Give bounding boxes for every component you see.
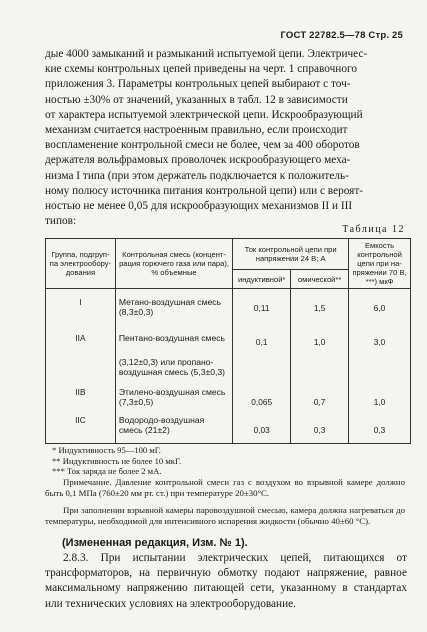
- text-line: кие схемы контрольных цепей приведены на черт. 1 справочного: [45, 63, 357, 76]
- table-row: [46, 409, 411, 444]
- cell-ohm: 0,7: [291, 379, 349, 409]
- paragraph-2-8-3: 2.8.3. При испытании электрических цепей, питающихся от трансформаторов, на первичную обмотку подают напряжение, равное максимальному напряжению питающей сети, указанному в стандартах или технических условиях на электрооборудование.: [45, 552, 407, 610]
- text-line: держателя вольфрамовых проволочек искрообразующего меха-: [45, 154, 351, 167]
- text-line: воспламенение контрольной смеси не более, чем за 400 оборотов: [45, 139, 360, 152]
- header-capacitance: Емкость контрольной цепи при на-пряжении 70 В, ***) мкФ: [349, 239, 411, 289]
- text-line: механизм считается настроенным правильно, если происходит: [45, 124, 348, 137]
- text-line: ностью не менее 0,05 для искрообразующих механизмов II и III: [45, 200, 353, 213]
- cell-ind: 0,11: [233, 289, 291, 331]
- page-header: ГОСТ 22782.5—78 Стр. 25: [280, 30, 403, 41]
- text-line: приложения 3. Параметры контрольных цепей выбирают с точ-: [45, 78, 351, 91]
- table-caption: Таблица 12: [342, 224, 405, 235]
- text-line: низма I типа (при этом держатель подключается к положитель-: [45, 169, 349, 182]
- text-line: от характера испытуемой электрической цепи. Искрообразующий: [45, 108, 363, 121]
- cell-ohm: 1,5: [291, 289, 349, 331]
- cell-cap: 0,3: [349, 409, 411, 444]
- table-note: Примечание. Давление контрольной смеси газ с воздухом во взрывной камере должно быть 0,1 МПа (760±20 мм рт. ст.) при температуре 20±30°С.: [45, 477, 405, 498]
- cell-mix: Этилено-воздушная смесь (7,3±0,5): [115, 379, 232, 409]
- cell-ohm: [291, 349, 349, 379]
- text-line: типов:: [45, 215, 77, 228]
- text-line: ностью ±30% от значений, указанных в табл. 12 в зависимости: [45, 93, 348, 106]
- footnote: *** Ток заряда не более 2 мА.: [52, 466, 162, 476]
- cell-ind: 0,1: [233, 331, 291, 349]
- cell-ind: [233, 349, 291, 379]
- amendment-note: (Измененная редакция, Изм. № 1).: [62, 537, 248, 549]
- header-group: Группа, подгруп-па электрообору-дования: [46, 239, 116, 289]
- cell-cap: 3,0: [349, 331, 411, 349]
- cell-group: IIC: [46, 409, 116, 444]
- footnote: * Индуктивность 95—100 мГ.: [52, 445, 161, 455]
- text-line: ному полюсу источника питания контрольной цепи) или с вероят-: [45, 184, 364, 197]
- cell-group: I: [46, 289, 116, 331]
- cell-group: IIA: [46, 331, 116, 349]
- table-row: [46, 349, 411, 379]
- table-row: [46, 379, 411, 409]
- table-12: [45, 238, 411, 444]
- cell-ind: 0,065: [233, 379, 291, 409]
- cell-mix: Метано-воздушная смесь (8,3±0,3): [115, 289, 232, 331]
- paragraph-2-8-2: [45, 47, 400, 229]
- header-current: Ток контрольной цепи при напряжении 24 В; А: [233, 239, 349, 270]
- text-line: дые 4000 замыканий и размыканий испытуемой цепи. Электричес-: [45, 48, 368, 60]
- table-row: [46, 289, 411, 331]
- cell-mix: Пентано-воздушная смесь: [115, 331, 232, 349]
- header-ohmic: омической**: [291, 270, 349, 289]
- cell-cap: 6,0: [349, 289, 411, 331]
- cell-ind: 0,03: [233, 409, 291, 444]
- table-row: [46, 331, 411, 349]
- cell-mix: (3,12±0,3) или пропано-воздушная смесь (5,3±0,3): [115, 349, 232, 379]
- cell-ohm: 0,3: [291, 409, 349, 444]
- cell-cap: [349, 349, 411, 379]
- cell-group: IIB: [46, 379, 116, 409]
- table-footnotes: [52, 445, 352, 477]
- header-mix: Контрольная смесь (концент-рация горючего газа или пара), % объемные: [115, 239, 232, 289]
- cell-cap: 1,0: [349, 379, 411, 409]
- header-inductive: индуктивной*: [233, 270, 291, 289]
- cell-group: [46, 349, 116, 379]
- cell-mix: Водородо-воздушная смесь (21±2): [115, 409, 232, 444]
- fill-note: При заполнении взрывной камеры паровоздушной смесью, камера должна нагреваться до температуры, необходимой для интенсивного испарения жидкости (обычно 40±60 °С).: [45, 505, 405, 526]
- footnote: ** Индуктивность не более 10 мкГ.: [52, 455, 182, 466]
- cell-ohm: 1,0: [291, 331, 349, 349]
